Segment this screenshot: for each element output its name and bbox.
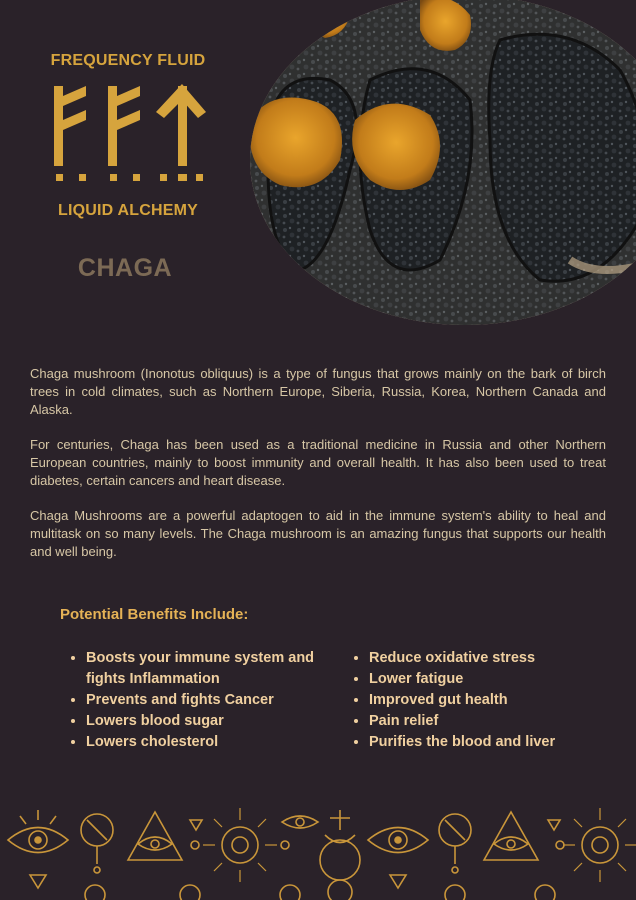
benefit-item: • Prevents and fights Cancer — [86, 690, 351, 711]
benefit-item: • Reduce oxidative stress — [369, 648, 629, 669]
brand-name-bottom: LIQUID ALCHEMY — [58, 202, 198, 219]
celestial-ornament-border-icon — [0, 800, 636, 900]
brand-name-top: FREQUENCY FLUID — [50, 52, 206, 69]
benefit-item: • Pain relief — [369, 711, 629, 732]
benefit-item: • Lower fatigue — [369, 669, 629, 690]
benefit-item: • Boosts your immune system and fights Inflammation — [86, 648, 351, 690]
description-paragraph: Chaga Mushrooms are a powerful adaptogen to aid in the immune system's ability to heal and multitask on so many levels. The Chaga mushroom is an amazing fungus that supports our health and well being. — [30, 508, 606, 559]
benefit-item: • Purifies the blood and liver — [369, 732, 629, 753]
rune-logo-icon — [48, 82, 208, 192]
benefits-title: Potential Benefits Include: — [60, 606, 249, 623]
benefit-item: • Lowers blood sugar — [86, 711, 351, 732]
description — [30, 365, 606, 578]
description-paragraph: For centuries, Chaga has been used as a traditional medicine in Russia and other Northern European countries, mainly to boost immunity and overall health. It has also been used to treat diabetes, certain cancers and heart disease. — [30, 437, 606, 488]
benefits-list-right — [353, 648, 629, 753]
chaga-mushroom-photo — [240, 0, 636, 325]
benefits-list-left — [70, 648, 351, 753]
product-title: CHAGA — [77, 254, 173, 282]
description-paragraph: Chaga mushroom (Inonotus obliquus) is a type of fungus that grows mainly on the bark of birch trees in cold climates, such as Northern Europe, Siberia, Russia, Korea, Northern Canada and Alaska. — [30, 366, 606, 417]
benefit-item: • Lowers cholesterol — [86, 732, 351, 753]
benefit-item: • Improved gut health — [369, 690, 629, 711]
